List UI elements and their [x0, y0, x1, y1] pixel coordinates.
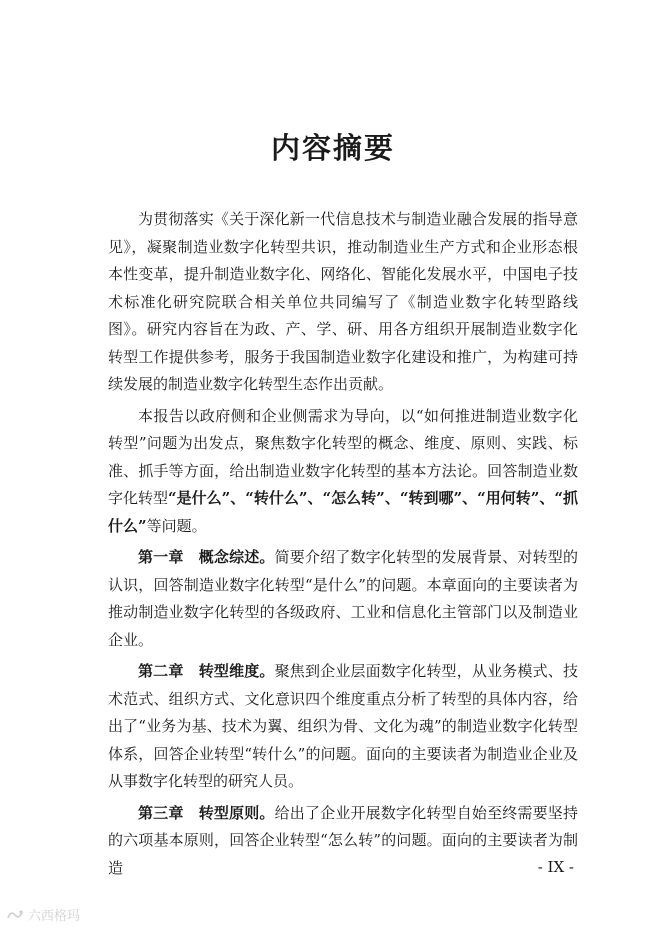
key-questions: “是什么”、“转什么”、“怎么转”、“转到哪”、“用何转”、“抓什么”: [108, 489, 578, 535]
page-title: 内容摘要: [270, 131, 395, 165]
watermark: [6, 905, 80, 924]
summary-body: [108, 206, 578, 886]
paragraph-chapter-1: [108, 544, 578, 654]
paragraph-approach-tail: 等问题。: [146, 516, 207, 535]
chapter-1-heading: 第一章 概念综述。: [138, 548, 275, 566]
chapter-1-text: 简要介绍了数字化转型的发展背景、对转型的认识，回答制造业数字化转型“是什么”的问题。本章面向的主要读者为推动制造业数字化转型的各级政府、工业和信息化主管部门以及制造业企业。: [108, 548, 578, 649]
chapter-2-text: 聚焦到企业层面数字化转型，从业务模式、技术范式、组织方式、文化意识四个维度重点分析了转型的具体内容，给出了“业务为基、技术为翼、组织为骨、文化为魂”的制造业数字化转型体系，回答企业转型“转什么”的问题。面向的主要读者为制造业企业及从事数字化转型的研究人员。: [108, 662, 578, 790]
paragraph-approach-text: 本报告以政府侧和企业侧需求为导向，以“如何推进制造业数字化转型”问题为出发点，聚焦数字化转型的概念、维度、原则、实践、标准、抓手等方面，给出制造业数字化转型的基本方法论。回答制造业数字化转型: [108, 406, 578, 507]
paragraph-approach: [108, 403, 578, 541]
paragraph-intro: 为贯彻落实《关于深化新一代信息技术与制造业融合发展的指导意见》，凝聚制造业数字化转型共识，推动制造业生产方式和企业形态根本性变革，提升制造业数字化、网络化、智能化发展水平，中国电子技术标准化研究院联合相关单位共同编写了《制造业数字化转型路线图》。研究内容旨在为政、产、学、研、用各方组织开展制造业数字化转型工作提供参考，服务于我国制造业数字化建设和推广，为构建可持续发展的制造业数字化转型生态作出贡献。: [108, 210, 578, 393]
watermark-logo-icon: [6, 908, 24, 922]
watermark-text: 六西格玛: [28, 909, 81, 924]
chapter-2-heading: 第二章 转型维度。: [138, 662, 275, 680]
paragraph-chapter-3: [108, 800, 578, 883]
chapter-3-text: 给出了企业开展数字化转型自始至终需要坚持的六项基本原则，回答企业转型“怎么转”的问题。面向的主要读者为制造: [108, 803, 578, 877]
page-number: - IX -: [537, 858, 574, 876]
paragraph-chapter-2: [108, 658, 578, 796]
chapter-3-heading: 第三章 转型原则。: [138, 803, 275, 822]
